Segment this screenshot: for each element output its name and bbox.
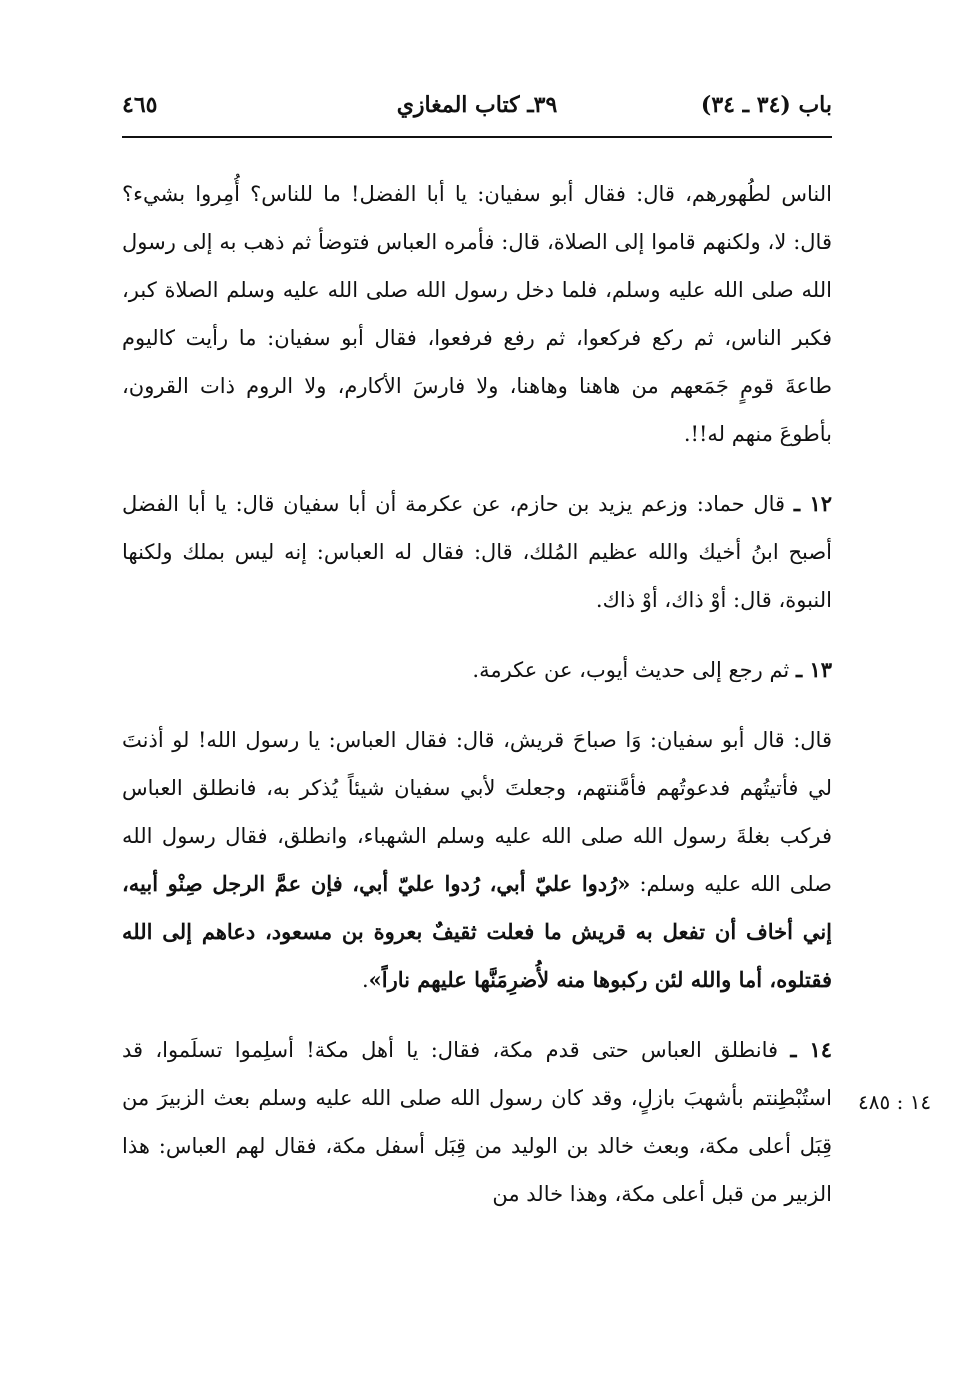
paragraph-text: الناس لطُهورهم، قال: فقال أبو سفيان: يا أبا الفضل! ما للناس؟ أُمِروا بشيء؟ قال: لا، ولكنهم قاموا إلى الصلاة، قال: فأمره العباس فتوضأ ثم ذهب به إلى رسول الله صلى الله عليه وسلم، فلما دخل رسول الله صلى الله عليه وسلم الصلاة كبر، فكبر الناس، ثم ركع فركعوا، ثم رفع فرفعوا، فقال أبو سفيان: ما رأيت كاليوم طاعةَ قومٍ جَمَعهم من هاهنا وهاهنا، ولا فارسَ الأكارم، ولا الروم ذات القرون، بأطوعَ منهم له!!.: [122, 182, 832, 446]
paragraph-number: ١٢ ـ: [793, 491, 833, 516]
header-rule: [122, 136, 832, 138]
paragraph-text: قال: قال أبو سفيان: وَا صباحَ قريش، قال: فقال العباس: يا رسول الله! لو أذنتَ لي فأتيتُهم فدعوتُهم فأمَّنتهم، وجعلتَ لأبي سفيان شيئاً يُذكر به، فانطلق العباس فركب بغلةَ رسول الله صلى الله عليه وسلم الشهباء، وانطلق، فقال رسول الله صلى الله عليه وسلم:: [122, 728, 832, 896]
text-body: [122, 170, 832, 1240]
chapter-range: باب (٣٤ ـ ٣٤): [700, 92, 832, 118]
margin-reference: ١٤ : ٤٨٥: [858, 1090, 932, 1114]
paragraph-text: فانطلق العباس حتى قدم مكة، فقال: يا أهل مكة! أسلِموا تسلَموا، قد استُبْطِنتم بأشهبَ بازلٍ، وقد كان رسول الله صلى الله عليه وسلم بعث الزبيرَ من قِبَل أعلى مكة، وبعث خالد بن الوليد من قِبَل أسفل مكة، فقال لهم العباس: هذا الزبير من قبل أعلى مكة، وهذا خالد من: [122, 1038, 832, 1206]
paragraph-12: [122, 480, 832, 624]
page-header: [122, 88, 832, 124]
paragraph-1: [122, 170, 832, 458]
paragraph-number: ١٣ ـ: [795, 657, 832, 682]
paragraph-hadith: [122, 716, 832, 1004]
paragraph-text: ثم رجع إلى حديث أيوب، عن عكرمة.: [472, 658, 790, 682]
paragraph-text: قال حماد: وزعم يزيد بن حازم، عن عكرمة أن أبا سفيان قال: يا أبا الفضل أصبح ابنُ أخيك والله عظيم المُلك، قال: فقال له العباس: إنه ليس بملك ولكنها النبوة، قال: أوْ ذاك، أوْ ذاك.: [122, 492, 832, 612]
page-number: ٤٦٥: [122, 92, 158, 118]
paragraph-number: ١٤ ـ: [790, 1037, 832, 1062]
paragraph-14: [122, 1026, 832, 1218]
paragraph-tail: .: [361, 968, 369, 992]
paragraph-13: [122, 646, 832, 694]
prophet-quote: «رُدوا عليّ أبي، رُدوا عليّ أبي، فإن عمَّ الرجل صِنْو أبيه، إني أخاف أن تفعل به قريش ما فعلت ثقيفٌ بعروة بن مسعود، دعاهم إلى الله فقتلوه، أما والله لئن ركبوها منه لأُضرِمَنَّها عليهم ناراً»: [122, 871, 832, 992]
book-title: ٣٩ـ كتاب المغازي: [396, 92, 558, 118]
